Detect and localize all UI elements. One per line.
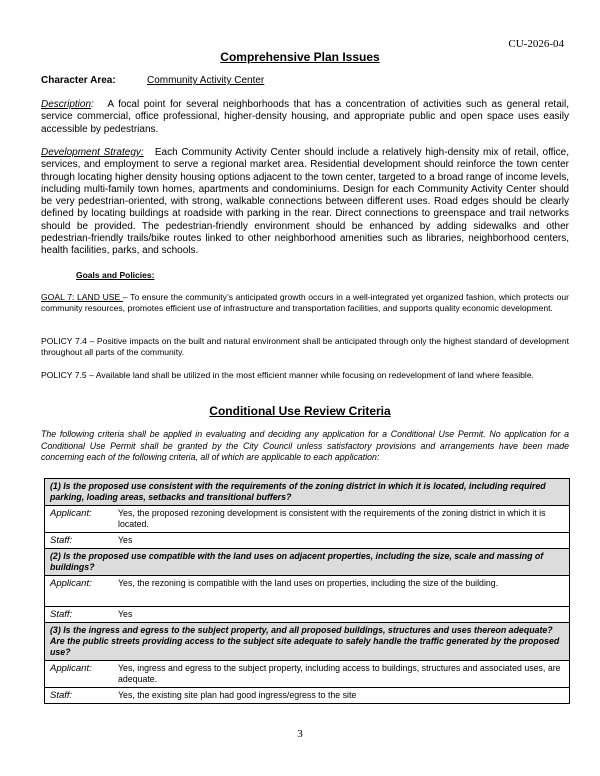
criterion-3-question: (3) Is the ingress and egress to the subject property, and all proposed buildings, structures and uses thereon adequate? Are the public streets providing access to the subject site adequate to safely handle the traffic generated by the proposed use? — [45, 623, 570, 661]
criterion-1-applicant-label: Applicant: — [45, 506, 114, 533]
criterion-3-staff-response: Yes, the existing site plan had good ingress/egress to the site — [113, 688, 570, 704]
description-text: A focal point for several neighborhoods that has a concentration of activities such as general retail, service commercial, office professional, higher-density housing, and appropriate public and open space uses easily accessible by pedestrians. — [41, 99, 569, 135]
page-number: 3 — [297, 728, 303, 740]
criterion-1-staff-label: Staff: — [45, 533, 114, 549]
goals-heading: Goals and Policies: — [76, 270, 155, 280]
criterion-1-applicant-row — [45, 506, 570, 533]
section-title-conditional-use: Conditional Use Review Criteria — [209, 404, 391, 418]
character-area-label: Character Area — [41, 75, 113, 86]
criterion-2-staff-row — [45, 607, 570, 623]
criterion-3-question-row — [45, 623, 570, 661]
criterion-3-applicant-response: Yes, ingress and egress to the subject property, including access to buildings, structures and associated uses, are adequate. — [113, 661, 570, 688]
policy-7-4: POLICY 7.4 – Positive impacts on the built and natural environment shall be anticipated through only the highest standard of development throughout all parts of the community. — [41, 336, 569, 357]
criterion-3-staff-label: Staff: — [45, 688, 114, 704]
criterion-2-staff-response: Yes — [113, 607, 570, 623]
criterion-3-applicant-label: Applicant: — [45, 661, 114, 688]
criterion-2-question-row — [45, 549, 570, 576]
criteria-intro: The following criteria shall be applied in evaluating and deciding any application for a Conditional Use Permit. No application for a Conditional Use Permit shall be granted by the City Council unless satisfactory provisions and arrangements have been made concerning each of the following criteria, all of which are applicable to each application: — [41, 429, 569, 462]
description-label: Description — [41, 99, 92, 110]
criterion-2-applicant-row — [45, 576, 570, 607]
goal-7-label: GOAL 7: LAND USE — [41, 292, 123, 302]
goal-7-paragraph — [41, 292, 569, 314]
goal-7-text: – To ensure the community’s anticipated growth occurs in a well-integrated yet organized fashion, which protects our community resources, promotes efficient use of infrastructure and transportation facilities, and supports quality economic development. — [41, 292, 570, 313]
criterion-2-applicant-response: Yes, the rezoning is compatible with the land uses on properties, including the size of the building. — [113, 576, 570, 607]
criterion-2-staff-label: Staff: — [45, 607, 114, 623]
criteria-table — [44, 478, 570, 704]
criterion-1-question: (1) Is the proposed use consistent with the requirements of the zoning district in which it is located, including required parking, loading areas, setbacks and transitional buffers? — [45, 479, 570, 506]
criterion-3-staff-row — [45, 688, 570, 704]
criterion-2-applicant-label: Applicant: — [45, 576, 114, 607]
development-strategy-label: Development Strategy: — [41, 147, 144, 158]
criterion-1-applicant-response: Yes, the proposed rezoning development is consistent with the requirements of the zoning district in which it is located. — [113, 506, 570, 533]
character-area-value: Community Activity Center — [147, 75, 265, 86]
character-area-row: Character Area: Community Activity Center — [41, 75, 265, 86]
development-strategy-paragraph — [41, 147, 569, 258]
description-paragraph: Description: A focal point for several neighborhoods that has a concentration of activities such as general retail, service commercial, office professional, higher-density housing, and appropriate public and open space uses easily accessible by pedestrians. — [41, 99, 569, 135]
criterion-2-question: (2) Is the proposed use compatible with the land uses on adjacent properties, including the size, scale and massing of buildings? — [45, 549, 570, 576]
criterion-1-staff-response: Yes — [113, 533, 570, 549]
criterion-3-applicant-row — [45, 661, 570, 688]
development-strategy-text: Each Community Activity Center should include a relatively high-density mix of retail, office, services, and employment to serve a regional market area. Residential development should reinforce the town center through locating higher density housing options adjacent to the town center, targeted to a broad range of income levels, including multi-family town homes, apartments and condominiums. Design for each Community Activity Center should be very pedestrian-oriented, with strong, walkable connections between different uses. Road edges should be clearly defined by locating buildings at roadside with parking in the rear. Direct connections to greenspace and trail networks should be provided. The pedestrian-friendly environment should be enhanced by adding sidewalks and other pedestrian-friendly trails/bike routes linked to other neighborhood amenities such as libraries, neighborhood centers, health facilities, parks, and schools. — [41, 147, 569, 257]
policy-7-5: POLICY 7.5 – Available land shall be utilized in the most efficient manner while focusing on redevelopment of land where feasible. — [41, 370, 535, 380]
section-title-comprehensive-plan: Comprehensive Plan Issues — [220, 50, 380, 64]
criterion-1-staff-row — [45, 533, 570, 549]
criterion-1-question-row — [45, 479, 570, 506]
case-number: CU-2026-04 — [508, 38, 564, 50]
